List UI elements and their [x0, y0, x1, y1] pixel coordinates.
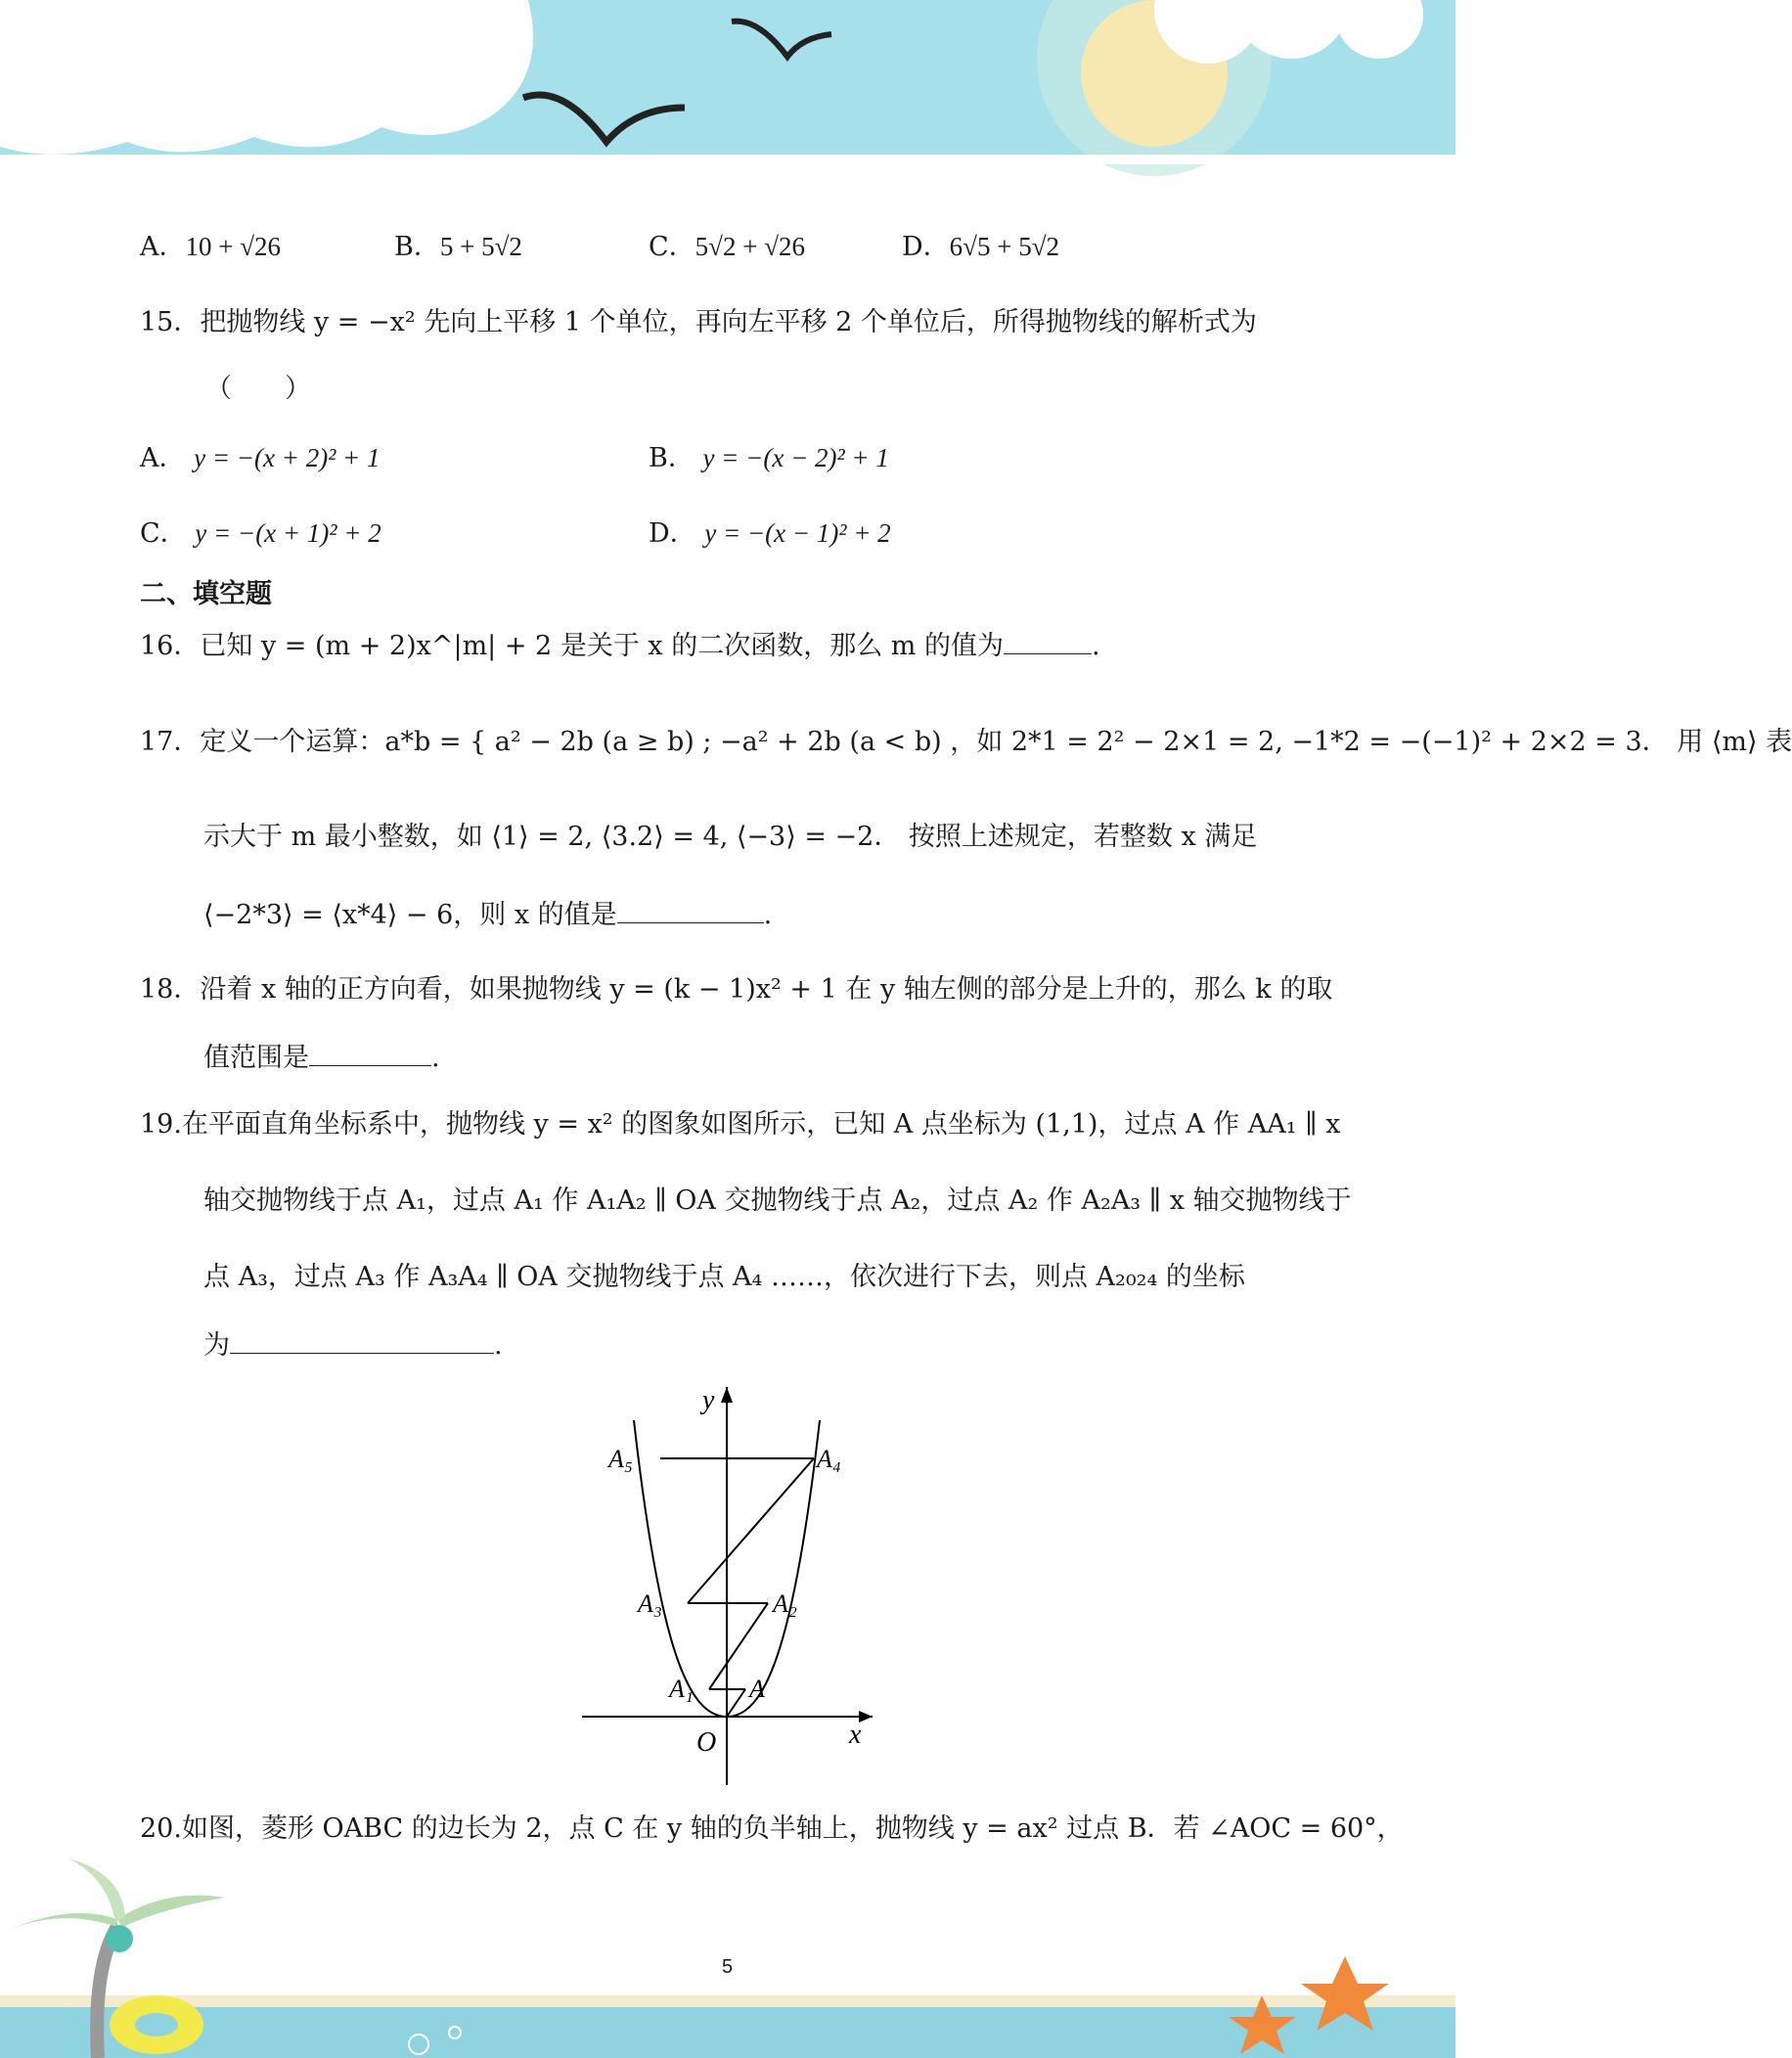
label-a2: A₂ [773, 1589, 797, 1618]
q15-option-c: C． y = −(x + 1)² + 2 [140, 518, 381, 549]
label-a5: A₅ [608, 1445, 633, 1473]
palm-leaf-icon [5, 1913, 117, 1932]
q19-line4: 为 . [203, 1327, 503, 1364]
origin-label: O [696, 1727, 717, 1758]
q19-line3: 点 A₃，过点 A₃ 作 A₃A₄ ∥ OA 交抛物线于点 A₄ ……，依次进行下去，则点 A₂₀₂₄ 的坐标 [203, 1262, 1245, 1292]
q17-line2: 示大于 m 最小整数，如 ⟨1⟩ = 2, ⟨3.2⟩ = 4, ⟨−3⟩ = −2． 按照上述规定，若整数 x 满足 [203, 822, 1258, 852]
q15-option-a: A． y = −(x + 2)² + 1 [140, 443, 381, 473]
label-a3: A₃ [638, 1589, 662, 1618]
q15-stem: 15．把抛物线 y = −x² 先向上平移 1 个单位，再向左平移 2 个单位后，所得抛物线的解析式为 [140, 307, 1257, 337]
x-axis-label: x [849, 1720, 862, 1750]
answer-blank [309, 1040, 431, 1066]
coconut-icon [106, 1925, 133, 1952]
q19-line1: 19.在平面直角坐标系中，抛物线 y = x² 的图象如图所示，已知 A 点坐标为 (1,1)，过点 A 作 AA₁ ∥ x [140, 1109, 1341, 1140]
q15-paren: （ ） [205, 374, 311, 404]
q14-option-c: C．5√2 + √26 [649, 232, 806, 262]
q18-line1: 18．沿着 x 轴的正方向看，如果抛物线 y = (k − 1)x² + 1 在 y 轴左侧的部分是上升的，那么 k 的取 [140, 974, 1333, 1005]
q14-option-a: A．10 + √26 [140, 232, 282, 262]
header-banner [0, 0, 1456, 164]
answer-blank [230, 1327, 494, 1354]
cloud-left-icon [0, 0, 533, 155]
q14-option-d: D．6√5 + 5√2 [902, 232, 1060, 262]
y-axis-label: y [702, 1385, 715, 1415]
section-title: 二、填空题 [140, 579, 272, 609]
q14-option-b: B．5 + 5√2 [394, 232, 522, 262]
label-a1: A₁ [669, 1675, 694, 1703]
q20: 20.如图，菱形 OABC 的边长为 2，点 C 在 y 轴的负半轴上，抛物线 y = ax² 过点 B．若 ∠AOC = 60°， [140, 1813, 1404, 1844]
page-number: 5 [722, 1956, 734, 1978]
q15-option-b: B． y = −(x − 2)² + 1 [649, 443, 889, 473]
answer-blank [1004, 628, 1092, 654]
footer-banner [0, 1849, 1456, 2058]
q15-option-d: D． y = −(x − 1)² + 2 [649, 518, 891, 549]
q19-line2: 轴交抛物线于点 A₁，过点 A₁ 作 A₁A₂ ∥ OA 交抛物线于点 A₂，过点 A₂ 作 A₂A₃ ∥ x 轴交抛物线于 [203, 1186, 1352, 1216]
label-a: A [749, 1675, 765, 1703]
q17-line1: 17．定义一个运算：a*b = { a² − 2b (a ≥ b) ; −a² + 2b (a < b) ，如 2*1 = 2² − 2×1 = 2, −1*2 = −(−1)² + 2×2 = 3． 用 ⟨m⟩ 表 [140, 727, 1792, 757]
y-axis-arrow-icon [721, 1387, 733, 1403]
parabola-figure [577, 1379, 880, 1790]
sand-strip [0, 1995, 1456, 2007]
label-a4: A₄ [817, 1445, 841, 1473]
q16: 16．已知 y = (m + 2)x^|m| + 2 是关于 x 的二次函数，那么 m 的值为 . [140, 628, 1100, 664]
q18-line2: 值范围是 . [203, 1040, 440, 1076]
q17-line3: ⟨−2*3⟩ = ⟨x*4⟩ − 6，则 x 的值是 . [203, 897, 772, 933]
segment-a4-a3 [688, 1458, 814, 1603]
answer-blank [617, 897, 764, 923]
